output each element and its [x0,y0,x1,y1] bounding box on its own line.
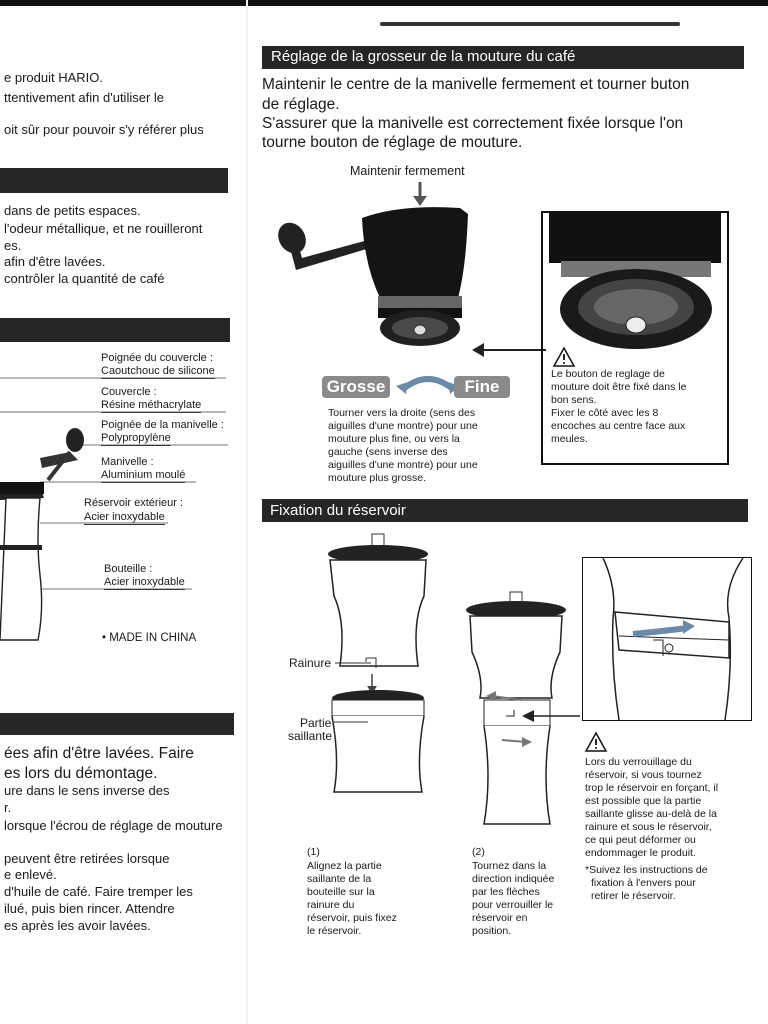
step1-number: (1) [307,846,320,858]
page-fold [246,0,248,1024]
part-material: Résine méthacrylate [101,399,202,411]
adjust-text: tourne bouton de réglage de mouture. [262,134,523,151]
intro-line: e produit HARIO. [4,70,103,85]
rotation-arrows [396,368,460,394]
left-section-bar [0,168,228,193]
step2-text: position. [472,925,512,937]
part-label: Bouteille : [104,563,153,575]
adjust-warning: meules. [551,433,588,445]
pointer-arrow [470,340,550,360]
turn-text: Tourner vers la droite (sens des [328,407,476,419]
part-material: Aluminium moulé [101,469,186,481]
step1-text: rainure du [307,899,355,911]
turn-text: mouture plus grosse. [328,472,427,484]
step2-text: pour verrouiller le [472,899,554,911]
feature-line: l'odeur métallique, et ne rouilleront [4,221,203,236]
hold-label: Maintenir fermement [350,164,465,178]
fine-label: Fine [454,376,510,398]
groove-leader [335,659,375,667]
part-material: Caoutchouc de silicone [101,365,215,377]
care-line: ure dans le sens inverse des [4,783,170,798]
step2-number: (2) [472,846,485,858]
fix-warning: est possible que la partie [585,795,702,807]
made-in-label: • MADE IN CHINA [102,632,197,644]
adjust-warning: encoches au centre face aux [551,420,686,432]
feature-line: afin d'être lavées. [4,254,106,269]
intro-line: oit sûr pour pouvoir s'y référer plus [4,122,204,137]
protrusion-label: Partie [300,716,332,730]
adjust-text: S'assurer que la manivelle est correctement fixée lorsque l'on [262,115,684,132]
turn-text: aiguilles d'une montre) pour une [328,420,478,432]
care-line: ilué, puis bien rincer. Attendre [4,901,175,916]
care-line: es lors du démontage. [4,765,158,782]
turn-text: aiguilles d'une montre) pour une [328,459,478,471]
part-label: Poignée du couvercle : [101,352,213,364]
care-line: r. [4,800,12,815]
protrusion-label: saillante [288,729,333,743]
part-material: Acier inoxydable [84,511,165,523]
lock-detail-diagram [583,558,751,720]
care-line: ées afin d'être lavées. Faire [4,745,194,762]
part-label: Manivelle : [101,456,154,468]
adjust-warning: Fixer le côté avec les 8 [551,407,659,419]
care-line: peuvent être retirées lorsque [4,851,170,866]
feature-line: dans de petits espaces. [4,203,141,218]
fix-warning: endommager le produit. [585,847,696,859]
warning-icon [584,731,608,753]
fix-warning: Lors du verrouillage du [585,756,692,768]
part-material: Acier inoxydable [104,576,185,588]
care-line: e enlevé. [4,867,57,882]
left-section-bar [0,318,230,342]
fix-warning: saillante glisse au-delà de la [585,808,717,820]
part-label: Poignée de la manivelle : [101,419,224,431]
adjust-warning: Le bouton de reglage de [551,368,665,380]
care-line: lorsque l'écrou de réglage de mouture [4,818,223,833]
fix-note: fixation à l'envers pour [591,877,696,889]
care-line: d'huile de café. Faire tremper les [4,884,193,899]
feature-line: es. [4,238,22,253]
step1-text: saillante de la [307,873,372,885]
fix-warning: trop le réservoir en forçant, il [585,782,719,794]
groove-label: Rainure [289,656,332,670]
part-label: Couvercle : [101,386,157,398]
left-section-bar [0,713,234,735]
burr-detail-diagram [543,213,727,353]
step2-diagram [462,588,582,828]
adjust-text: Maintenir le centre de la manivelle fermement et tourner buton [262,76,690,93]
fix-section-title: Fixation du réservoir [270,502,406,519]
step2-text: direction indiquée [472,873,555,885]
step2-text: réservoir en [472,912,528,924]
step2-text: par les flèches [472,886,540,898]
part-label: Réservoir extérieur : [84,497,184,509]
fix-note: *Suivez les instructions de [585,864,708,876]
parts-diagram [0,340,240,660]
fix-warning: rainure et sous le réservoir, [585,821,712,833]
care-line: es après les avoir lavées. [4,918,151,933]
adjust-text: de réglage. [262,96,340,113]
fix-warning: ce qui peut déformer ou [585,834,696,846]
step1-text: le réservoir. [307,925,362,937]
intro-line: ttentivement afin d'utiliser le [4,90,165,105]
adjust-warning: mouture doit être fixé dans le [551,381,687,393]
fix-warning: réservoir, si vous tournez [585,769,702,781]
warning-icon [552,346,576,368]
adjust-section-title: Réglage de la grosseur de la mouture du café [271,48,576,65]
protrusion-leader [334,718,374,726]
coarse-label: Grosse [322,376,390,398]
lock-detail-box [582,557,752,721]
step1-text: réservoir, puis fixez [307,912,397,924]
scan-top-edge [0,0,768,6]
fix-note: retirer le réservoir. [591,890,676,902]
page-edge-shadow [380,22,680,26]
step2-text: Tournez dans la [472,860,547,872]
step1-text: bouteille sur la [307,886,375,898]
feature-line: contrôler la quantité de café [4,271,165,286]
turn-text: gauche (sens inverse des [328,446,448,458]
part-material: Polypropylène [101,432,171,444]
step1-text: Alignez la partie [307,860,382,872]
adjust-warning: bon sens. [551,394,597,406]
turn-text: mouture plus fine, ou vers la [328,433,460,445]
